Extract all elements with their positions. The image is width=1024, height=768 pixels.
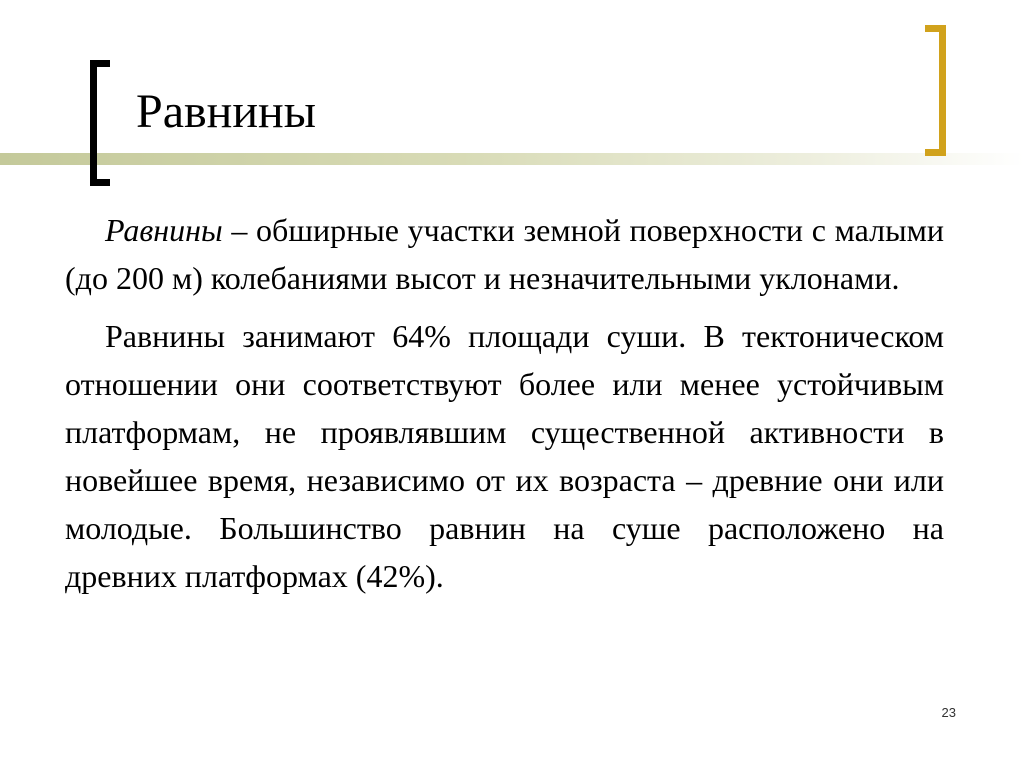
- defined-term: Равнины: [105, 212, 223, 248]
- right-bracket-decoration: [925, 25, 946, 156]
- definition-text: – обширные участки земной поверхности с малыми (до 200 м) колебаниями высот и незначительными уклонами.: [65, 212, 944, 296]
- slide-body: [65, 206, 944, 600]
- definition-paragraph: [65, 206, 944, 302]
- description-paragraph: Равнины занимают 64% площади суши. В тектоническом отношении они соответствуют более или менее устойчивым платформам, не проявлявшим существенной активности в новейшее время, независимо от их возраста – древние они или молодые. Большинство равнин на суше расположено на древних платформах (42%).: [65, 318, 944, 594]
- slide-title: Равнины: [136, 85, 316, 138]
- left-bracket-decoration: [90, 60, 110, 186]
- title-underline-bar: [0, 153, 1024, 165]
- page-number: 23: [941, 705, 956, 720]
